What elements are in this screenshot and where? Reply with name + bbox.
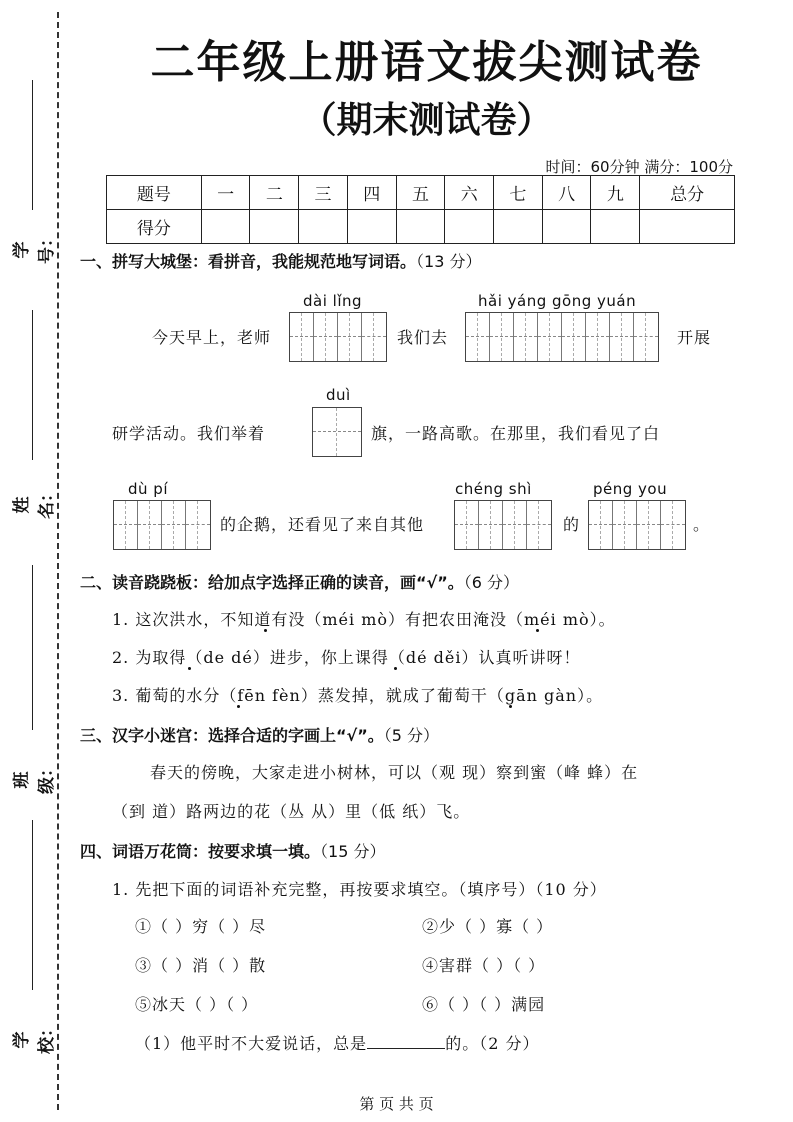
page-subtitle: （期末测试卷） [300, 100, 553, 141]
answer-blank[interactable] [367, 1034, 445, 1049]
s4-sub-question-1 [135, 1031, 539, 1054]
section2-title: 二、读音跷跷板：给加点字选择正确的读音，画“√”。 [80, 573, 464, 592]
pinyin-du-pi: dù pí [128, 480, 168, 498]
school-field[interactable] [12, 820, 57, 1054]
school-label: 学校： [12, 1020, 57, 1054]
score-input-cell[interactable] [396, 210, 445, 244]
time-and-score-info: 时间：60分钟 满分：100分 [545, 158, 733, 176]
score-table [106, 175, 735, 244]
score-header-cell: 二 [250, 176, 299, 210]
section1-title: 一、拼写大城堡：看拼音，我能规范地写词语。 [80, 252, 417, 271]
section2-points: （6 分） [463, 573, 519, 592]
page-footer: 第 页 共 页 [359, 1095, 434, 1113]
score-input-cell[interactable] [201, 210, 250, 244]
section3-points: （5 分） [383, 726, 439, 745]
s4-question-1: 1. 先把下面的词语补充完整，再按要求填空。（填序号）（10 分） [112, 880, 607, 899]
binding-dashed-line [57, 12, 59, 1110]
score-header-cell: 八 [542, 176, 591, 210]
writing-grid-hai-yang-gong-yuan[interactable] [465, 312, 659, 362]
score-input-cell[interactable] [299, 210, 348, 244]
s1-text-8: 。 [693, 515, 711, 534]
score-header-cell: 总分 [640, 176, 735, 210]
score-header-cell: 六 [445, 176, 494, 210]
pinyin-hai-yang-gong-yuan: hǎi yáng gōng yuán [478, 292, 637, 310]
word-fill-2: ②少（ ）寡（ ） [422, 917, 554, 936]
section3-title: 三、汉字小迷宫：选择合适的字画上“√”。 [80, 726, 384, 745]
student-name-field[interactable] [12, 310, 57, 519]
pinyin-dai-ling: dài lǐng [303, 292, 363, 310]
emphasis-dot [237, 705, 240, 708]
s3-line-1: 春天的傍晚，大家走进小树林，可以（观 现）察到蜜（峰 蜂）在 [150, 763, 639, 782]
section2-heading [80, 570, 519, 593]
s1-text-3: 开展 [677, 328, 712, 347]
score-row-label: 得分 [107, 210, 202, 244]
s1-text-1: 今天早上，老师 [152, 328, 272, 347]
score-header-cell: 五 [396, 176, 445, 210]
s2-item-3: 3. 葡萄的水分（fēn fèn）蒸发掉，就成了葡萄干（gān gàn）。 [112, 686, 604, 705]
emphasis-dot [536, 629, 539, 632]
class-field[interactable] [12, 565, 57, 794]
section1-heading [80, 249, 481, 272]
emphasis-dot [509, 705, 512, 708]
score-header-cell: 七 [494, 176, 543, 210]
pinyin-peng-you: péng you [593, 480, 668, 498]
score-input-cell[interactable] [347, 210, 396, 244]
student-name-label: 姓名： [12, 485, 57, 519]
score-row [107, 210, 735, 244]
pinyin-cheng-shi: chéng shì [455, 480, 532, 498]
question-number-row [107, 176, 735, 210]
class-underline [32, 565, 33, 730]
s2-item-2: 2. 为取得（de dé）进步，你上课得（dé děi）认真听讲呀！ [112, 648, 581, 667]
sub1-prefix: （1）他平时不大爱说话，总是 [135, 1034, 368, 1053]
score-header-cell: 四 [347, 176, 396, 210]
student-number-label: 学号： [12, 230, 57, 264]
score-input-cell[interactable] [494, 210, 543, 244]
writing-grid-du-pi[interactable] [113, 500, 211, 550]
word-fill-4: ④害群（ ）（ ） [422, 956, 546, 975]
s1-text-6: 的企鹅，还看见了来自其他 [220, 515, 425, 534]
school-underline [32, 820, 33, 990]
section3-heading [80, 723, 439, 746]
score-header-cell: 三 [299, 176, 348, 210]
word-fill-6: ⑥（ ）（ ）满园 [422, 995, 546, 1014]
score-header-cell: 一 [201, 176, 250, 210]
score-input-cell[interactable] [591, 210, 640, 244]
student-name-underline [32, 310, 33, 460]
score-input-cell[interactable] [542, 210, 591, 244]
score-input-cell[interactable] [445, 210, 494, 244]
s3-line-2: （到 道）路两边的花（丛 从）里（低 纸）飞。 [112, 802, 471, 821]
emphasis-dot [394, 667, 397, 670]
section4-title: 四、词语万花筒：按要求填一填。 [80, 842, 321, 861]
s1-text-5: 旗，一路高歌。在那里，我们看见了白 [371, 424, 661, 443]
section4-heading [80, 839, 385, 862]
score-input-cell[interactable] [640, 210, 735, 244]
score-header-cell: 九 [591, 176, 640, 210]
page-title: 二年级上册语文拔尖测试卷 [150, 37, 703, 88]
sub1-suffix: 的。（2 分） [445, 1034, 540, 1053]
student-number-underline [32, 80, 33, 210]
score-header-cell: 题号 [107, 176, 202, 210]
score-input-cell[interactable] [250, 210, 299, 244]
section1-points: （13 分） [416, 252, 482, 271]
writing-grid-dai-ling[interactable] [289, 312, 387, 362]
pinyin-dui: duì [326, 386, 351, 404]
s2-item-1: 1. 这次洪水，不知道有没（méi mò）有把农田淹没（méi mò）。 [112, 610, 616, 629]
word-fill-3: ③（ ）消（ ）散 [135, 956, 267, 975]
writing-grid-dui[interactable] [312, 407, 362, 457]
word-fill-5: ⑤冰天（ ）（ ） [135, 995, 259, 1014]
section4-points: （15 分） [320, 842, 386, 861]
writing-grid-cheng-shi[interactable] [454, 500, 552, 550]
s1-text-2: 我们去 [397, 328, 449, 347]
s1-text-7: 的 [563, 515, 581, 534]
emphasis-dot [188, 667, 191, 670]
word-fill-1: ①（ ）穷（ ）尽 [135, 917, 267, 936]
s1-text-4: 研学活动。我们举着 [112, 424, 266, 443]
writing-grid-peng-you[interactable] [588, 500, 686, 550]
class-label: 班级： [12, 760, 57, 794]
emphasis-dot [264, 629, 267, 632]
student-number-field[interactable] [12, 80, 57, 270]
